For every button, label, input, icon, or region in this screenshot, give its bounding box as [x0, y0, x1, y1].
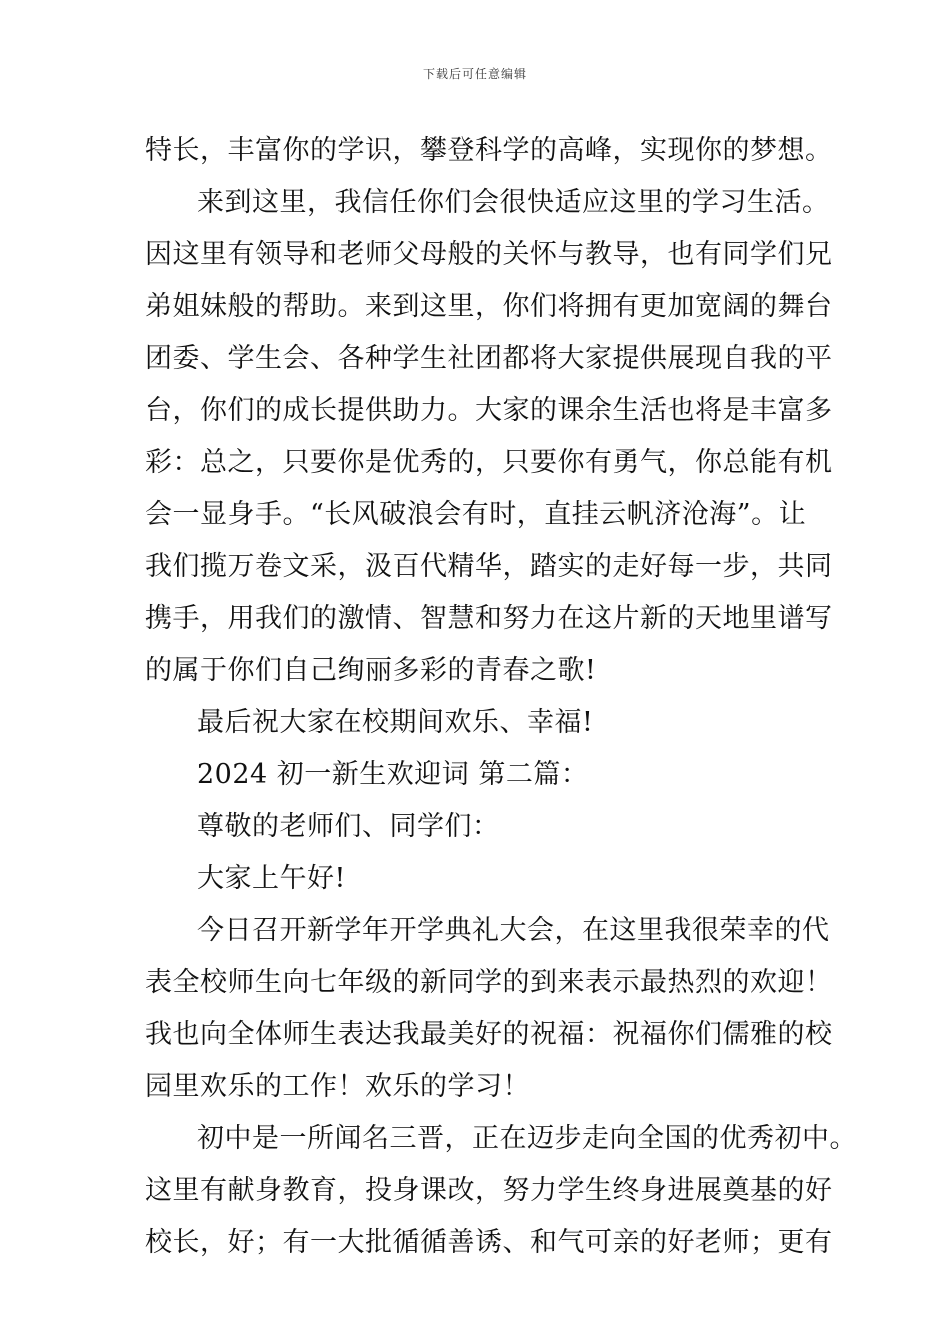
paragraph-line: 来到这里，我信任你们会很快适应这里的学习生活。	[197, 187, 830, 218]
paragraph-line: 台，你们的成长提供助力。大家的课余生活也将是丰富多	[145, 395, 833, 426]
page-header: 下载后可任意编辑	[422, 67, 527, 81]
paragraph-line: 今日召开新学年开学典礼大会，在这里我很荣幸的代	[197, 915, 830, 946]
paragraph-line: 我们揽万卷文采，汲百代精华，踏实的走好每一步，共同	[145, 551, 833, 582]
paragraph-line: 表全校师生向七年级的新同学的到来表示最热烈的欢迎！	[145, 967, 833, 998]
paragraph-line: 会一显身手。“长风破浪会有时，直挂云帆济沧海”。让	[145, 499, 807, 530]
paragraph-line: 校长，好；有一大批循循善诱、和气可亲的好老师；更有	[145, 1227, 833, 1258]
paragraph-line: 携手，用我们的激情、智慧和努力在这片新的天地里谱写	[145, 603, 833, 634]
paragraph-line: 因这里有领导和老师父母般的关怀与教导，也有同学们兄	[145, 239, 833, 270]
paragraph-line: 初中是一所闻名三晋，正在迈步走向全国的优秀初中。	[197, 1123, 857, 1154]
paragraph-line: 园里欢乐的工作！欢乐的学习！	[145, 1071, 530, 1102]
closing-wish: 最后祝大家在校期间欢乐、幸福!	[197, 707, 594, 738]
salutation: 尊敬的老师们、同学们：	[197, 811, 500, 842]
paragraph-line: 这里有献身教育，投身课改，努力学生终身进展奠基的好	[145, 1175, 833, 1206]
paragraph-line: 弟姐妹般的帮助。来到这里，你们将拥有更加宽阔的舞台	[145, 291, 833, 322]
greeting: 大家上午好!	[197, 863, 346, 894]
section-title: 2024 初一新生欢迎词 第二篇：	[197, 759, 589, 790]
paragraph-line: 团委、学生会、各种学生社团都将大家提供展现自我的平	[145, 343, 833, 374]
paragraph-line: 彩：总之，只要你是优秀的，只要你有勇气，你总能有机	[145, 447, 833, 478]
paragraph-line: 特长，丰富你的学识，攀登科学的高峰，实现你的梦想。	[145, 135, 833, 166]
paragraph-line: 我也向全体师生表达我最美好的祝福：祝福你们儒雅的校	[145, 1019, 833, 1050]
document-body	[145, 125, 857, 1269]
paragraph-line: 的属于你们自己绚丽多彩的青春之歌!	[145, 655, 597, 686]
